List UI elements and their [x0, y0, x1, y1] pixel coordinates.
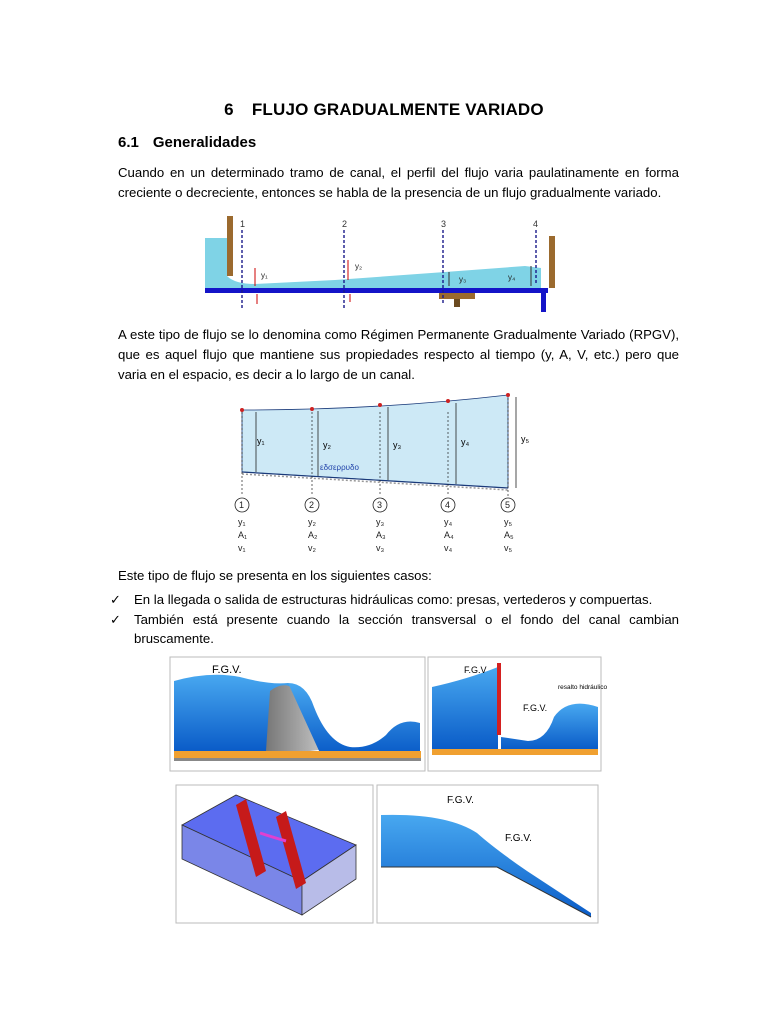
station-4-y: y₄: [444, 517, 453, 527]
station-5-y: y₅: [504, 517, 513, 527]
section-number: 6.1: [118, 134, 139, 151]
fig1-depth-3: y₃: [459, 275, 467, 284]
fig2-depth-5: y₅: [521, 434, 530, 444]
station-2-number: 2: [309, 500, 315, 510]
heading-title: FLUJO GRADUALMENTE VARIADO: [251, 100, 544, 119]
fig2-depth-1: y₁: [257, 436, 265, 446]
rpgv-profile-figure: [228, 392, 538, 560]
station-4-a: A₄: [444, 530, 454, 540]
station-5-v: v₅: [504, 543, 513, 553]
cases-intro: Este tipo de flujo se presenta en los siguientes casos:: [118, 568, 432, 583]
slope-change-figure: [377, 785, 598, 923]
fig6-label-top: F.G.V.: [447, 795, 474, 806]
station-1-number: 1: [239, 500, 245, 510]
fig2-depth-4: y₄: [461, 437, 470, 447]
station-2-v: v₂: [308, 543, 316, 553]
heading-number: 6: [224, 100, 234, 119]
station-3-y: y₃: [376, 517, 385, 527]
station-4-number: 4: [445, 500, 451, 510]
fig3-label: F.G.V.: [212, 664, 242, 676]
fig6-label-slope: F.G.V.: [505, 833, 532, 844]
fig1-section-4: 4: [533, 219, 539, 229]
station-4-v: v₄: [444, 543, 453, 553]
fig4-label-top: F.G.V: [464, 665, 487, 675]
checkmark-icon: ✓: [110, 592, 122, 607]
fig4-label-jump: resalto hidráulico: [558, 684, 608, 691]
station-5-number: 5: [505, 500, 511, 510]
intro-paragraph: Cuando en un determinado tramo de canal, el perfil del flujo varia paulatinamente en forma creciente o decreciente, entonces se habla de la presencia de un flujo gradualmente variado.: [118, 165, 679, 200]
section-title: Generalidades: [152, 134, 257, 151]
checkmark-icon: ✓: [110, 612, 122, 627]
station-2-y: y₂: [308, 517, 316, 527]
station-3-v: v₃: [376, 543, 385, 553]
station-2-a: A₂: [308, 530, 318, 540]
fig1-depth-1: y₁: [261, 271, 268, 280]
sluice-gate-figure: [428, 657, 608, 771]
station-1-v: v₁: [238, 543, 246, 553]
list-item: ✓ En la llegada o salida de estructuras hidráulicas como: presas, vertederos y compuertas.: [110, 592, 653, 607]
fig2-bed-label: εδσερρυδο: [320, 463, 359, 472]
fig4-label-gate: F.G.V.: [523, 703, 548, 713]
spillway-figure: [170, 657, 425, 771]
list-item: ✓ También está presente cuando la sección transversal o el fondo del canal cambian bruscamente.: [110, 612, 679, 646]
gate-3d-figure: [176, 785, 373, 923]
cases-list: [110, 590, 679, 649]
fig1-section-1: 1: [240, 219, 246, 229]
fig1-depth-2: y₂: [355, 262, 363, 271]
fig1-section-2: 2: [342, 219, 348, 229]
station-3-a: A₃: [376, 530, 386, 540]
rpgv-paragraph: A este tipo de flujo se lo denomina como Régimen Permanente Gradualmente Variado (RPGV), que es aquel flujo que mantiene sus propiedades respecto al tiempo (y, A, V, etc.) pero que varia en el espacio, es decir a lo largo de un canal.: [118, 327, 679, 382]
station-3-number: 3: [377, 500, 383, 510]
station-5-a: A₅: [504, 530, 514, 540]
fig1-section-3: 3: [441, 219, 447, 229]
section-heading: [118, 134, 256, 151]
channel-profile-figure: [205, 214, 560, 312]
station-1-y: y₁: [238, 517, 246, 527]
fig2-depth-2: y₂: [323, 440, 331, 450]
fig1-depth-4: y₄: [508, 273, 516, 282]
page-title: [0, 100, 768, 120]
fig2-depth-3: y₃: [393, 440, 402, 450]
station-1-a: A₁: [238, 530, 248, 540]
